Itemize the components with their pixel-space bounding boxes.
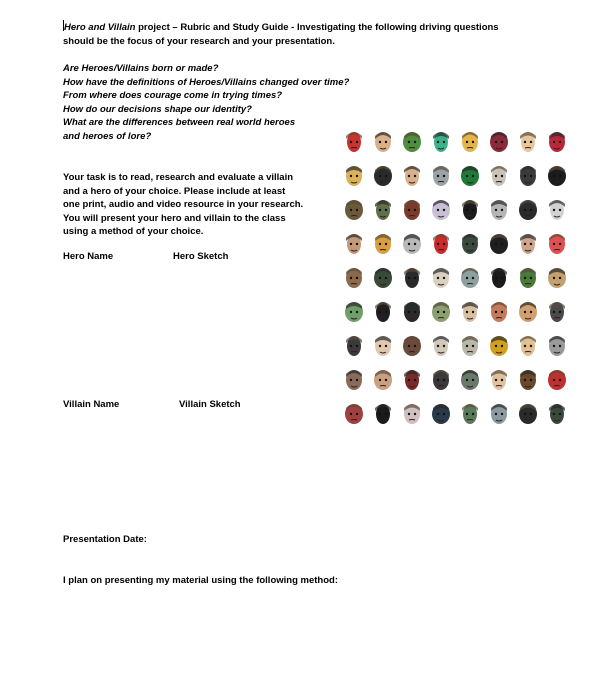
character-face-icon	[517, 300, 539, 324]
character-face-icon	[401, 266, 423, 290]
character-face-icon	[488, 232, 510, 256]
character-face-icon	[372, 300, 394, 324]
character-face-icon	[459, 300, 481, 324]
character-face-icon	[517, 266, 539, 290]
character-face-icon	[488, 130, 510, 154]
character-face-icon	[546, 266, 568, 290]
intro-line-1	[63, 20, 533, 35]
character-face-icon	[372, 368, 394, 392]
character-face-icon	[546, 402, 568, 426]
question-line: From where does courage come in trying times?	[63, 90, 283, 102]
hero-name-label: Hero Name	[63, 251, 114, 262]
character-face-icon	[343, 164, 365, 188]
character-face-icon	[488, 402, 510, 426]
hero-sketch-label: Hero Sketch	[173, 251, 229, 262]
character-face-icon	[372, 334, 394, 358]
character-face-icon	[430, 368, 452, 392]
character-face-icon	[372, 164, 394, 188]
presentation-date-label: Presentation Date:	[63, 534, 147, 545]
character-face-icon	[430, 334, 452, 358]
character-face-icon	[517, 232, 539, 256]
character-face-icon	[401, 334, 423, 358]
character-face-icon	[401, 164, 423, 188]
character-face-icon	[546, 130, 568, 154]
character-face-icon	[488, 368, 510, 392]
character-face-icon	[372, 130, 394, 154]
character-face-icon	[488, 266, 510, 290]
character-face-icon	[343, 130, 365, 154]
villain-sketch-label: Villain Sketch	[179, 399, 241, 410]
character-face-icon	[546, 198, 568, 222]
task-line: You will present your hero and villain to the class	[63, 212, 286, 224]
character-face-icon	[430, 232, 452, 256]
question-line: How do our decisions shape our identity?	[63, 103, 252, 115]
character-face-icon	[488, 198, 510, 222]
character-face-icon	[343, 334, 365, 358]
character-face-icon	[546, 300, 568, 324]
character-face-icon	[372, 198, 394, 222]
task-line: one print, audio and video resource in your research.	[63, 199, 304, 211]
task-line: using a method of your choice.	[63, 226, 204, 238]
character-face-icon	[546, 232, 568, 256]
character-face-icon	[343, 368, 365, 392]
villain-name-label: Villain Name	[63, 399, 120, 410]
character-face-icon	[546, 164, 568, 188]
character-face-icon	[459, 232, 481, 256]
character-face-icon	[517, 402, 539, 426]
character-face-icon	[372, 402, 394, 426]
character-face-icon	[401, 300, 423, 324]
character-face-icon	[517, 130, 539, 154]
character-face-icon	[343, 266, 365, 290]
character-face-icon	[343, 402, 365, 426]
character-face-icon	[430, 266, 452, 290]
character-face-icon	[372, 266, 394, 290]
character-face-icon	[459, 368, 481, 392]
character-face-icon	[459, 198, 481, 222]
character-face-icon	[459, 164, 481, 188]
character-face-icon	[401, 402, 423, 426]
character-face-icon	[401, 368, 423, 392]
character-face-icon	[430, 402, 452, 426]
character-face-icon	[343, 232, 365, 256]
question-line: How have the definitions of Heroes/Villains changed over time?	[63, 76, 350, 88]
character-face-icon	[401, 232, 423, 256]
character-face-icon	[488, 334, 510, 358]
question-line: What are the differences between real world heroes	[63, 117, 296, 129]
character-face-icon	[546, 368, 568, 392]
character-face-icon	[401, 130, 423, 154]
character-face-icon	[430, 198, 452, 222]
character-face-icon	[459, 402, 481, 426]
presentation-method-label: I plan on presenting my material using the following method:	[63, 575, 338, 586]
character-face-icon	[459, 334, 481, 358]
character-face-icon	[488, 164, 510, 188]
character-face-icon	[517, 198, 539, 222]
character-face-icon	[517, 164, 539, 188]
intro-line-2: should be the focus of your research and your presentation.	[63, 35, 335, 47]
character-face-icon	[546, 334, 568, 358]
character-face-icon	[430, 130, 452, 154]
task-line: and a hero of your choice. Please include at least	[63, 185, 286, 197]
intro-paragraph	[63, 20, 533, 48]
task-description	[63, 171, 323, 239]
character-face-icon	[430, 164, 452, 188]
character-face-icon	[459, 130, 481, 154]
driving-questions	[63, 62, 363, 144]
character-face-icon	[517, 368, 539, 392]
character-face-icon	[372, 232, 394, 256]
task-line: Your task is to read, research and evaluate a villain	[63, 172, 294, 183]
character-face-icon	[401, 198, 423, 222]
project-title: Hero and Villain	[64, 22, 136, 33]
question-line: and heroes of lore?	[63, 130, 152, 142]
character-face-icon	[459, 266, 481, 290]
character-face-icon	[488, 300, 510, 324]
question-line: Are Heroes/Villains born or made?	[63, 63, 219, 74]
character-face-icon	[430, 300, 452, 324]
character-face-icon	[343, 300, 365, 324]
intro-title-rest: project – Rubric and Study Guide - Investigating the following driving questions	[135, 22, 499, 33]
character-face-icon	[517, 334, 539, 358]
heroes-villains-faces-illustration	[340, 126, 572, 428]
character-face-icon	[343, 198, 365, 222]
